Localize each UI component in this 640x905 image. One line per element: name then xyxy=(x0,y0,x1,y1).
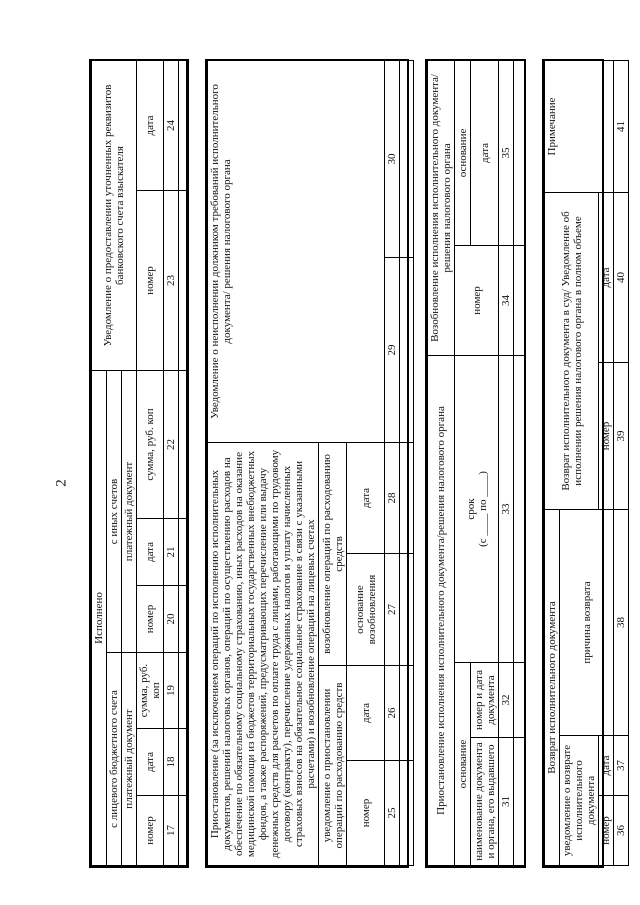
col-date-header: дата xyxy=(347,442,385,553)
col-38: 38 xyxy=(614,509,629,735)
resume-notice-header: возобновление операций по расходованию средств xyxy=(319,442,347,665)
rotated-sheet xyxy=(80,35,627,890)
doc-num-date-header: номер и дата документа xyxy=(471,663,499,738)
empty-cell xyxy=(400,666,414,761)
return-table xyxy=(542,59,627,868)
doc-name-header: наименование документа и органа, его выдавшего xyxy=(471,738,499,866)
col-21: 21 xyxy=(164,519,179,586)
col-31: 31 xyxy=(499,738,514,866)
suspend-notice-header: уведомление о приостановлении операций по расходованию средств xyxy=(319,666,347,866)
col-date-header: дата xyxy=(137,729,164,796)
col-number-header: номер xyxy=(347,761,385,866)
col-23: 23 xyxy=(164,191,179,371)
empty-cell xyxy=(179,796,187,866)
basis-header: основание xyxy=(455,663,471,866)
col-date-header: дата xyxy=(137,60,164,190)
col-date-header: дата xyxy=(599,736,614,796)
col-18: 18 xyxy=(164,729,179,796)
col-number-header: номер xyxy=(599,362,614,509)
empty-cell xyxy=(400,554,414,666)
col-36: 36 xyxy=(614,796,629,866)
col-amount-header: сумма, руб. коп xyxy=(137,371,164,519)
suspension-description: Приостановление (за исключением операций по исполнению исполнительных документов, решений налоговых органов, операций по осуществлению расходов на обеспечение по обязательному социальному страхованию, иных расходов на оказание медицинской помощи из бюджетов территориальных государственных внебюджетных фондов, а также распоряжений, предусматривающих перечисление или выдачу денежных средств для расчетов по оплате труда с лицами, работающими по трудовому договору (контракту), перечисление удержанных налогов и уплату начисленных страховых взносов на обязательное социальное страхование в связи с указанными расчетами) и возобновление операций на лицевых счетах xyxy=(208,442,319,865)
col-37: 37 xyxy=(614,736,629,796)
court-return-header: Возврат исполнительного документа в суд/ Уведомление об исполнении решения налогового органа в полном объеме xyxy=(545,192,599,509)
col-basis-header: основание возобновления xyxy=(347,554,385,666)
term-header xyxy=(455,355,499,662)
empty-cell xyxy=(514,245,526,355)
payment-doc-header-1: платежный документ xyxy=(122,653,137,866)
executed-table xyxy=(89,59,189,868)
col-30: 30 xyxy=(385,60,400,257)
empty-cell xyxy=(179,191,187,371)
col-25: 25 xyxy=(385,761,400,866)
empty-cell xyxy=(514,60,526,245)
col-27: 27 xyxy=(385,554,400,666)
nonexec-notice-header: Уведомление о неисполнении должником требований исполнительного документа/ решения налогового органа xyxy=(208,60,385,442)
note-header: Примечание xyxy=(545,60,614,192)
term-range: (с ____ по ____) xyxy=(476,471,489,547)
col-number-header: номер xyxy=(455,245,499,355)
suspension-table xyxy=(205,59,409,868)
executed-header: Исполнено xyxy=(92,371,107,866)
col-19: 19 xyxy=(164,653,179,729)
term-label: срок xyxy=(464,498,477,520)
col-34: 34 xyxy=(499,245,514,355)
col-number-header: номер xyxy=(137,796,164,866)
empty-cell xyxy=(179,729,187,796)
empty-cell xyxy=(179,371,187,519)
payment-doc-header-2: платежный документ xyxy=(122,371,137,653)
return-header: Возврат исполнительного документа xyxy=(545,509,560,865)
empty-cell xyxy=(514,663,526,738)
from-other-header: с иных счетов xyxy=(107,371,122,653)
col-40: 40 xyxy=(614,192,629,362)
col-17: 17 xyxy=(164,796,179,866)
col-date-header: дата xyxy=(137,519,164,586)
col-33: 33 xyxy=(499,355,514,662)
col-32: 32 xyxy=(499,663,514,738)
col-35: 35 xyxy=(499,60,514,245)
col-date-header: дата xyxy=(599,192,614,362)
col-41: 41 xyxy=(614,60,629,192)
empty-cell xyxy=(179,653,187,729)
empty-cell xyxy=(400,761,414,866)
col-number-header: номер xyxy=(137,191,164,371)
from-budget-header: с лицевого бюджетного счета xyxy=(107,653,122,866)
col-22: 22 xyxy=(164,371,179,519)
empty-cell xyxy=(400,442,414,553)
bank-notice-header: Уведомление о предоставлении уточненных реквизитов банковского счета взыскателя xyxy=(92,60,137,370)
col-number-header: номер xyxy=(599,796,614,866)
empty-cell xyxy=(400,60,414,257)
col-20: 20 xyxy=(164,586,179,653)
col-28: 28 xyxy=(385,442,400,553)
empty-cell xyxy=(514,738,526,866)
col-26: 26 xyxy=(385,666,400,761)
col-number-header: номер xyxy=(137,586,164,653)
doc-suspension-header: Приостановление исполнения исполнительного документа/решения налогового органа xyxy=(428,355,455,865)
col-date-header: дата xyxy=(471,60,499,245)
basis-header-2: основание xyxy=(455,60,471,245)
col-29: 29 xyxy=(385,257,400,442)
empty-cell xyxy=(400,257,414,442)
page-number: 2 xyxy=(53,479,70,487)
empty-cell xyxy=(179,519,187,586)
empty-cell xyxy=(179,60,187,190)
return-reason-header: причина возврата xyxy=(560,509,614,735)
col-24: 24 xyxy=(164,60,179,190)
empty-cell xyxy=(514,355,526,662)
empty-cell xyxy=(179,586,187,653)
doc-suspension-table xyxy=(425,59,526,868)
doc-resume-header: Возобновление исполнения исполнительного документа/решения налогового органа xyxy=(428,60,455,355)
col-amount-header: сумма, руб. коп xyxy=(137,653,164,729)
col-39: 39 xyxy=(614,362,629,509)
return-notice-header: уведомление о возврате исполнительного документа xyxy=(560,736,599,866)
col-date-header: дата xyxy=(347,666,385,761)
